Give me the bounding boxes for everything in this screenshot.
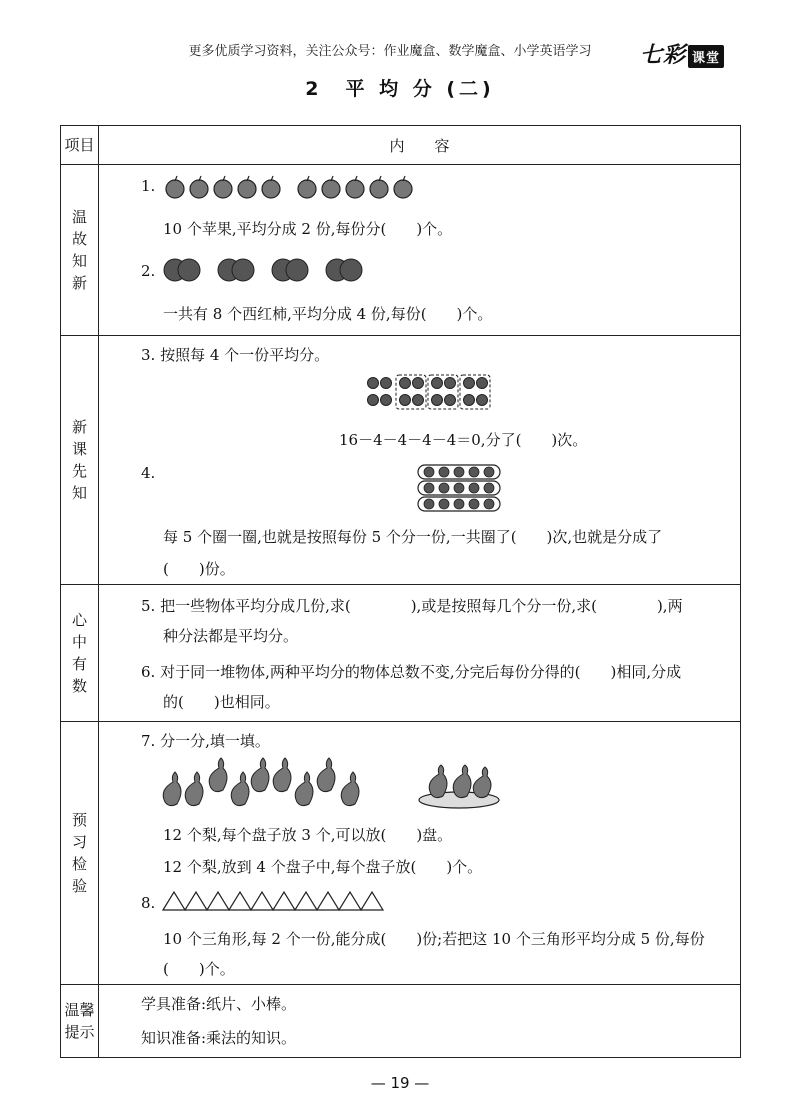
page-number: — 19 — (370, 1074, 430, 1092)
q7-line2: 12 个梨,放到 4 个盘子中,每个盘子放( )个。 (163, 858, 483, 876)
pears-illustration (163, 760, 373, 810)
header-content-cell: 内 容 (99, 126, 741, 165)
header-note: 更多优质学习资料，关注公众号：作业魔盒、数学魔盒、小学英语学习 (188, 44, 592, 59)
q8-line1: 10 个三角形,每 2 个一份,能分成( )份;若把这 10 个三角形平均分成 5 份,每份 (163, 930, 705, 948)
section-tips (61, 985, 741, 1058)
q2-text: 一共有 8 个西红柿,平均分成 4 份,每份( )个。 (163, 305, 493, 323)
brand-box: 课堂 (688, 45, 724, 68)
tomatoes-illustration (163, 253, 403, 285)
section-preview-label: 预 习 检 验 (61, 722, 99, 985)
dots-circled-by-five (417, 464, 501, 512)
plate-of-pears (417, 766, 501, 810)
q8-number: 8. (141, 894, 156, 912)
section-heart-content (99, 585, 741, 722)
q2-number: 2. (141, 262, 156, 280)
apples-illustration (165, 175, 415, 201)
q4-line2: ( )份。 (163, 560, 235, 578)
q5-line1: 5. 把一些物体平均分成几份,求( ),或是按照每几个分一份,求( ),两 (141, 597, 683, 615)
section-new (61, 336, 741, 585)
q7-text: 7. 分一分,填一填。 (141, 732, 270, 750)
section-heart (61, 585, 741, 722)
section-review (61, 165, 741, 336)
section-review-content (99, 165, 741, 336)
section-heart-label: 心 中 有 数 (61, 585, 99, 722)
section-review-label: 温 故 知 新 (61, 165, 99, 336)
page-title: 2 平 均 分 (二) (305, 78, 495, 100)
q8-line2: ( )个。 (163, 960, 235, 978)
q6-line2: 的( )也相同。 (163, 693, 280, 711)
q6-line1: 6. 对于同一堆物体,两种平均分的物体总数不变,分完后每份分得的( )相同,分成 (141, 663, 682, 681)
q1-number: 1. (141, 177, 156, 195)
q1-text: 10 个苹果,平均分成 2 份,每份分( )个。 (163, 220, 453, 238)
q3-equation: 16－4－4－4－4＝0,分了( )次。 (339, 431, 588, 449)
q7-line1: 12 个梨,每个盘子放 3 个,可以放( )盘。 (163, 826, 453, 844)
q5-line2: 种分法都是平均分。 (163, 627, 299, 645)
section-preview-content (99, 722, 741, 985)
q3-text: 3. 按照每 4 个一份平均分。 (141, 346, 330, 364)
brand-logo (640, 38, 724, 69)
section-new-content (99, 336, 741, 585)
q4-number: 4. (141, 464, 156, 482)
section-tips-content (99, 985, 741, 1058)
section-preview (61, 722, 741, 985)
worksheet-table (60, 125, 741, 1058)
table-header-row (61, 126, 741, 165)
header-item-cell: 项目 (61, 126, 99, 165)
section-new-label: 新 课 先 知 (61, 336, 99, 585)
triangles-illustration (163, 890, 395, 912)
section-tips-label: 温馨 提示 (61, 985, 99, 1058)
q4-line1: 每 5 个圈一圈,也就是按照每份 5 个分一份,一共圈了( )次,也就是分成了 (163, 528, 663, 546)
brand-text: 七彩 (640, 43, 687, 68)
tips-line2: 知识准备:乘法的知识。 (141, 1029, 297, 1047)
tips-line1: 学具准备:纸片、小棒。 (141, 995, 297, 1013)
dots-grouped-by-four (365, 374, 495, 410)
